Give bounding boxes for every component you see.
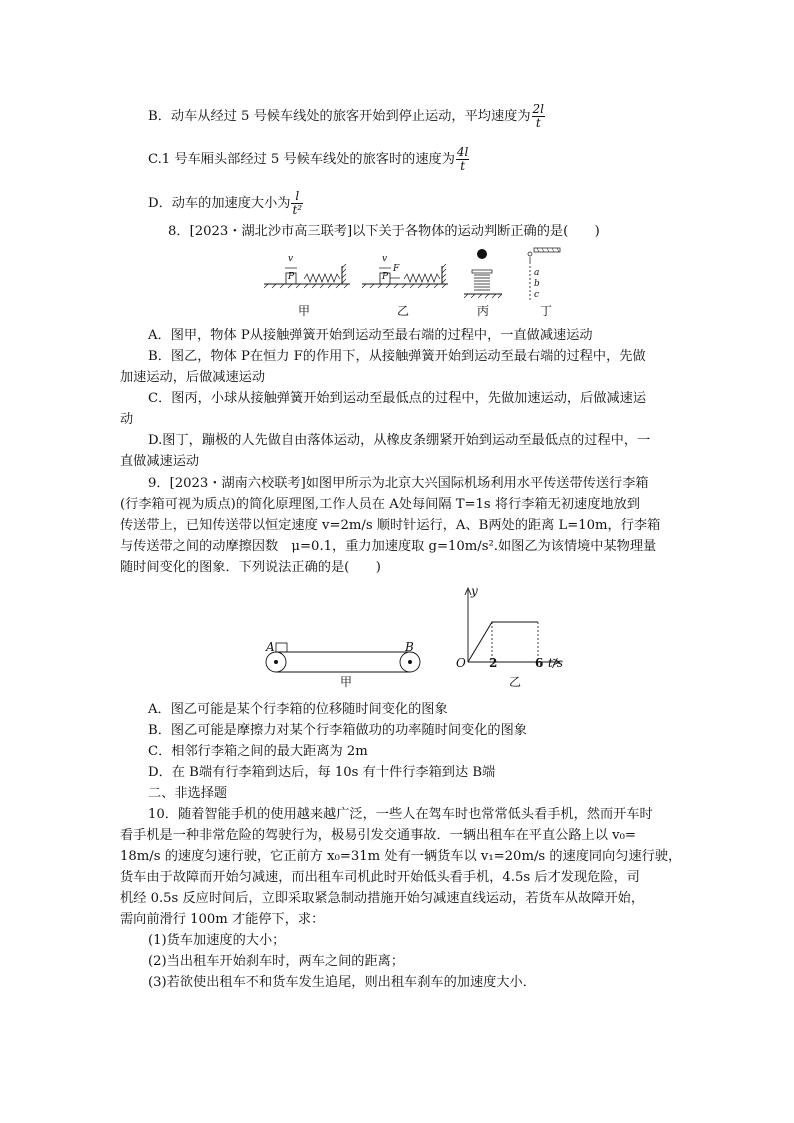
fig-ding-b-label: b <box>534 279 540 289</box>
fig-jia-p-label: P <box>288 272 295 282</box>
fig-q9-yi-caption: 乙 <box>509 675 522 689</box>
q8-option-d-line2: 直做减速运动 <box>120 454 200 469</box>
q7-option-c-text: C.1 号车厢头部经过 5 号候车线处的旅客时的速度为 <box>148 152 455 167</box>
fig-q9-jia-caption: 甲 <box>340 675 353 689</box>
q7-option-b-text: B．动车从经过 5 号候车线处的旅客开始到停止运动，平均速度为 <box>148 109 531 124</box>
q10-line5: 机经 0.5s 反应时间后，立即采取紧急制动措施开始匀减速直线运动，若货车从故障开始， <box>120 891 645 906</box>
figure-bing-ball-spring <box>464 249 502 298</box>
q9-stem-line3: 传送带上，已知传送带以恒定速度 v=2m/s 顺时针运行，A、B两处的距离 L=10m，行李箱 <box>120 518 661 533</box>
q10-line2: 看手机是一种非常危险的驾驶行为，极易引发交通事故．一辆出租车在平直公路上以 v₀= <box>120 828 636 843</box>
fraction-2l-over-t: $\frac{2l}{t}$ <box>532 102 545 130</box>
q9-stem-line4: 与传送带之间的动摩擦因数 μ=0.1，重力加速度取 g=10m/s².如图乙为该情境中某物理量 <box>120 539 657 554</box>
fig-yi-v-label: v <box>382 254 388 264</box>
q10-line6: 需向前滑行 100m 才能停下，求： <box>120 912 325 927</box>
q9-option-b: B．图乙可能是摩擦力对某个行李箱做功的功率随时间变化的图象 <box>148 723 527 738</box>
graph-x-axis-label: t/s <box>548 656 564 670</box>
q8-option-a: A．图甲，物体 P从接触弹簧开始到运动至最右端的过程中，一直做减速运动 <box>148 328 593 343</box>
section-heading: 二、非选择题 <box>148 786 228 801</box>
fig-ding-caption: 丁 <box>540 304 553 318</box>
fig-yi-caption: 乙 <box>397 304 410 318</box>
q9-option-a: A．图乙可能是某个行李箱的位移随时间变化的图象 <box>148 702 448 717</box>
graph-tick-6: 6 <box>535 656 544 670</box>
q7-option-c <box>148 146 469 173</box>
q9-figure-graph <box>462 586 572 666</box>
fig-bing-caption: 丙 <box>477 304 490 318</box>
q7-option-d <box>148 190 303 217</box>
fraction-4l-over-t: $\frac{4l}{t}$ <box>456 145 469 173</box>
figure-jia-spring-block <box>264 264 350 288</box>
fraction-l-over-t2: $\frac{l}{\text{t²}}$ <box>292 189 303 217</box>
q8-stem: 8．[2023・湖北沙市高三联考]以下关于各物体的运动判断正确的是( ) <box>168 224 600 239</box>
q10-sub1: (1)货车加速度的大小； <box>148 933 286 948</box>
graph-y-axis-label: y <box>471 584 478 598</box>
fig-jia-v-label: v <box>288 254 294 264</box>
fig-jia-caption: 甲 <box>298 304 311 318</box>
q10-line4: 货车由于故障而开始匀减速，而出租车司机此时开始低头看手机，4.5s 后才发现危险，司 <box>120 870 640 885</box>
q8-option-c-line1: C．图丙，小球从接触弹簧开始到运动至最低点的过程中，先做加速运动，后做减速运 <box>148 391 647 406</box>
graph-origin-label: O <box>456 656 466 670</box>
fig-ding-c-label: c <box>534 290 540 300</box>
q10-line3: 18m/s 的速度匀速行驶，它正前方 x₀=31m 处有一辆货车以 v₁=20m/s 的速度同向匀速行驶， <box>120 849 682 864</box>
conveyor-b-label: B <box>405 640 414 654</box>
q7-option-b <box>148 103 545 130</box>
q9-stem-line5: 随时间变化的图象．下列说法正确的是( ) <box>120 560 381 575</box>
q8-option-b-line2: 加速运动，后做减速运动 <box>120 370 266 385</box>
figure-ding-bungee <box>528 248 560 300</box>
q9-stem-line2: (行李箱可视为质点)的简化原理图,工作人员在 A处每间隔 T=1s 将行李箱无初速度地放到 <box>120 497 640 512</box>
conveyor-a-label: A <box>266 640 275 654</box>
fig-yi-p-label: P <box>382 272 389 282</box>
q10-sub3: (3)若欲使出租车不和货车发生追尾，则出租车刹车的加速度大小． <box>148 975 536 990</box>
q10-line1: 10．随着智能手机的使用越来越广泛，一些人在驾车时也常常低头看手机，然而开车时 <box>148 807 653 822</box>
q8-option-c-line2: 动 <box>120 412 134 427</box>
fig-ding-a-label: a <box>534 268 540 278</box>
fig-yi-f-label: F <box>393 264 400 274</box>
q8-option-d-line1: D.图丁，蹦极的人先做自由落体运动，从橡皮条绷紧开始到运动至最低点的过程中，一 <box>148 433 651 448</box>
q7-option-d-text: D．动车的加速度大小为 <box>148 196 291 211</box>
figure-yi-spring-block-force <box>362 264 448 288</box>
graph-tick-2: 2 <box>489 656 498 670</box>
q9-option-d: D．在 B端有行李箱到达后，每 10s 有十件行李箱到达 B端 <box>148 765 496 780</box>
q9-stem-line1: 9．[2023・湖南六校联考]如图甲所示为北京大兴国际机场利用水平传送带传送行李箱 <box>148 476 649 491</box>
q9-option-c: C．相邻行李箱之间的最大距离为 2m <box>148 744 368 759</box>
q8-option-b-line1: B．图乙，物体 P在恒力 F的作用下，从接触弹簧开始到运动至最右端的过程中，先做 <box>148 349 646 364</box>
q10-sub2: (2)当出租车开始刹车时，两车之间的距离； <box>148 954 405 969</box>
